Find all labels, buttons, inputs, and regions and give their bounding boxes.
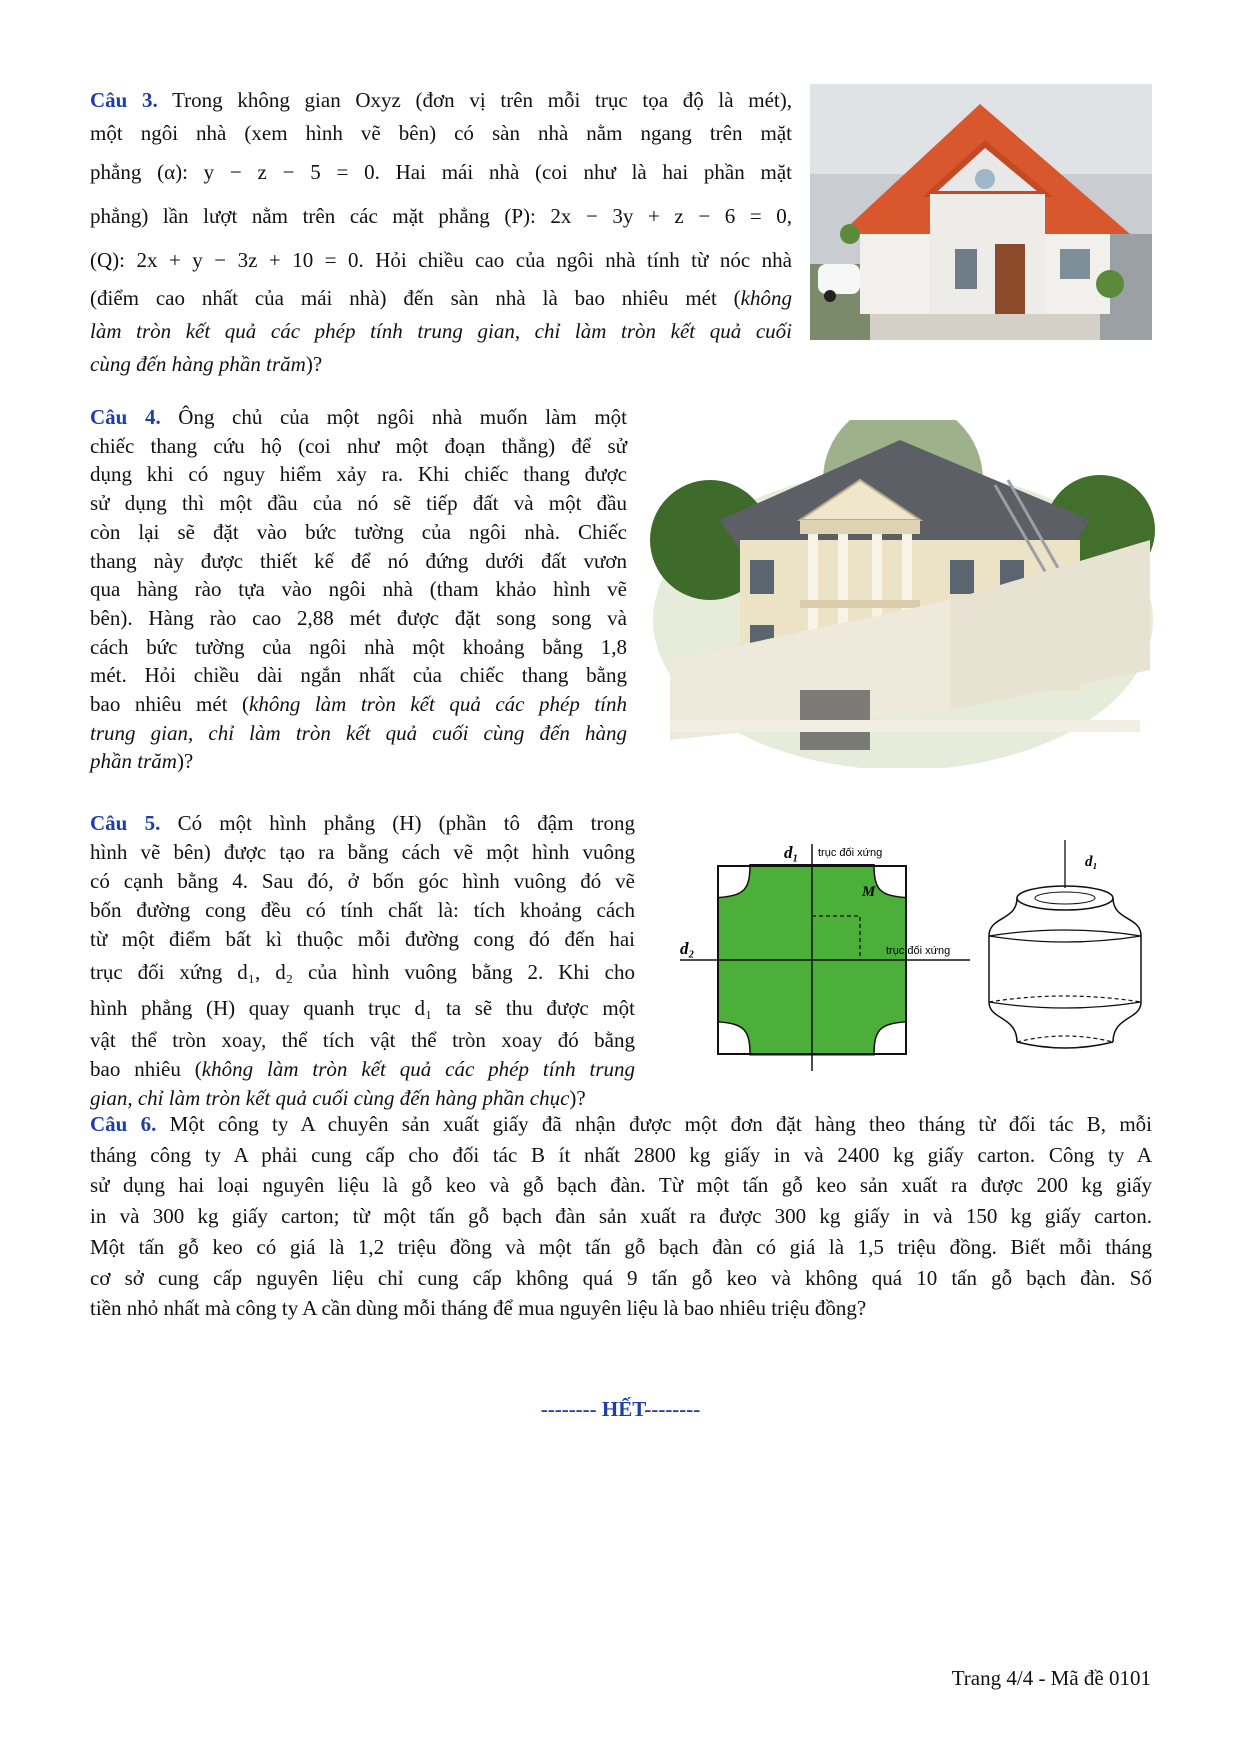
q4-line-5: còn lại sẽ đặt vào bức tường của ngôi nhà. Chiếc (90, 519, 627, 544)
q5-line-9-italic: không làm tròn kết quả các phép tính trung (201, 1057, 635, 1081)
label-d2: d₂ (680, 939, 695, 958)
q5-line-8: vật thể tròn xoay, thể tích vật thể tròn xoay đó bằng (90, 1028, 635, 1052)
question-4 (90, 403, 627, 776)
q4-line-4: sử dụng thì một đầu của nó sẽ tiếp đất và một đầu (90, 491, 627, 516)
region-h (682, 878, 712, 906)
q3-line-1: Trong không gian Oxyz (đơn vị trên mỗi trục tọa độ là mét), (172, 88, 792, 112)
q5-line-1: Có một hình phẳng (H) (phần tô đậm trong (177, 811, 635, 835)
question-3 (90, 84, 792, 381)
q4-line-2: chiếc thang cứu hộ (coi như một đoạn thẳng) để sử (90, 433, 627, 458)
page-footer: Trang 4/4 - Mã đề 0101 (951, 1666, 1151, 1690)
solid-figure (975, 836, 1155, 1071)
question-6 (90, 1109, 1152, 1324)
house-photo-2 (650, 420, 1156, 768)
solid-d1-label: d₁ (1085, 854, 1098, 870)
q4-line-1: Ông chủ của một ngôi nhà muốn làm một (178, 405, 627, 429)
q5-label: Câu 5. (90, 811, 161, 835)
q3-line-6-italic: không (740, 286, 792, 310)
q6-line-5: Một tấn gỗ keo có giá là 1,2 triệu đồng và một tấn gỗ bạch đàn có giá là 1,5 triệu đồng. Biết mỗi tháng (90, 1234, 1152, 1259)
q6-line-2: tháng công ty A phải cung cấp cho đối tác B ít nhất 2800 kg giấy in và 2400 kg giấy carton. Công ty A (90, 1142, 1152, 1167)
end-marker: -------- HẾT-------- (540, 1397, 701, 1421)
q5-line-10: gian, chỉ làm tròn kết quả cuối cùng đến hàng phần chục (90, 1086, 570, 1110)
q5-line-10-end: )? (569, 1086, 586, 1110)
q5-line-5: từ một điểm bất kì thuộc mỗi đường cong đó đến hai (90, 927, 635, 951)
q4-line-10: mét. Hỏi chiều dài ngắn nhất của chiếc thang bằng (90, 663, 627, 688)
q4-line-13-end: )? (176, 749, 194, 774)
q6-line-7: tiền nhỏ nhất mà công ty A cần dùng mỗi tháng để mua nguyên liệu là bao nhiêu triệu đồng? (90, 1296, 867, 1321)
q6-line-4: in và 300 kg giấy carton; từ một tấn gỗ bạch đàn sản xuất ra được 300 kg giấy in và 150 kg giấy carton. (90, 1204, 1152, 1229)
q4-line-11: bao nhiêu mét ( (90, 692, 249, 717)
q5-figure (672, 836, 972, 1071)
q6-line-6: cơ sở cung cấp nguyên liệu chỉ cung cấp không quá 9 tấn gỗ keo và không quá 10 tấn gỗ bạch đàn. Số (90, 1265, 1152, 1290)
q4-line-8: bên). Hàng rào cao 2,88 mét được đặt song song và (90, 605, 627, 630)
label-m: M (862, 884, 876, 900)
q3-line-8: cùng đến hàng phần trăm (90, 352, 306, 376)
q5-line-7: hình phẳng (H) quay quanh trục d₁ ta sẽ thu được một (90, 996, 635, 1020)
label-axis-top: trục đối xứng (818, 847, 883, 859)
q3-line-4: phẳng) lần lượt nằm trên các mặt phẳng (P): 2x − 3y + z − 6 = 0, (90, 204, 792, 228)
q3-line-6: (điểm cao nhất của mái nhà) đến sàn nhà là bao nhiêu mét ( (90, 286, 741, 310)
q4-line-12: trung gian, chỉ làm tròn kết quả cuối cùng đến hàng (90, 720, 627, 745)
label-d1: d₁ (784, 843, 799, 862)
q4-line-13: phần trăm (90, 749, 177, 774)
question-5 (90, 809, 635, 1113)
q5-line-4: bốn đường cong đều có tính chất là: tích khoảng cách (90, 898, 635, 922)
q3-line-8-end: )? (305, 352, 323, 376)
q5-line-6: trục đối xứng d₁, d₂ của hình vuông bằng 2. Khi cho (90, 960, 635, 984)
q3-line-5: (Q): 2x + y − 3z + 10 = 0. Hỏi chiều cao của ngôi nhà tính từ nóc nhà (90, 248, 792, 272)
q5-line-9: bao nhiêu ( (90, 1057, 202, 1081)
q6-line-1: Một công ty A chuyên sản xuất giấy đã nhận được một đơn đặt hàng theo tháng từ đối tác B, mỗi (169, 1112, 1152, 1136)
q3-line-2: một ngôi nhà (xem hình vẽ bên) có sàn nhà nằm ngang trên mặt (90, 121, 792, 145)
q5-line-3: có cạnh bằng 4. Sau đó, ở bốn góc hình vuông đó vẽ (90, 869, 635, 893)
q3-line-7: làm tròn kết quả các phép tính trung gian, chỉ làm tròn kết quả cuối (90, 319, 792, 343)
q6-line-3: sử dụng hai loại nguyên liệu là gỗ keo và gỗ bạch đàn. Từ một tấn gỗ keo sản xuất ra được 200 kg giấy (90, 1173, 1152, 1198)
q4-line-6: thang này được thiết kế để nó đứng dưới đất vươn (90, 548, 627, 573)
q4-line-9: cách bức tường của ngôi nhà một khoảng bằng 1,8 (90, 634, 627, 659)
q4-line-3: dụng khi có nguy hiểm xảy ra. Khi chiếc thang được (90, 462, 627, 487)
q4-line-11-italic: không làm tròn kết quả các phép tính (249, 692, 628, 717)
q4-label: Câu 4. (90, 405, 161, 429)
label-axis-right: trục đối xứng (886, 945, 951, 957)
q6-label: Câu 6. (90, 1112, 157, 1136)
q5-line-2: hình vẽ bên) được tạo ra bằng cách vẽ một hình vuông (90, 840, 635, 864)
house-photo-1 (810, 84, 1152, 340)
q4-line-7: qua hàng rào tựa vào ngôi nhà (tham khảo hình vẽ (90, 577, 627, 602)
q3-line-3: phẳng (α): y − z − 5 = 0. Hai mái nhà (coi như là hai phần mặt (90, 160, 792, 184)
q3-label: Câu 3. (90, 88, 158, 112)
